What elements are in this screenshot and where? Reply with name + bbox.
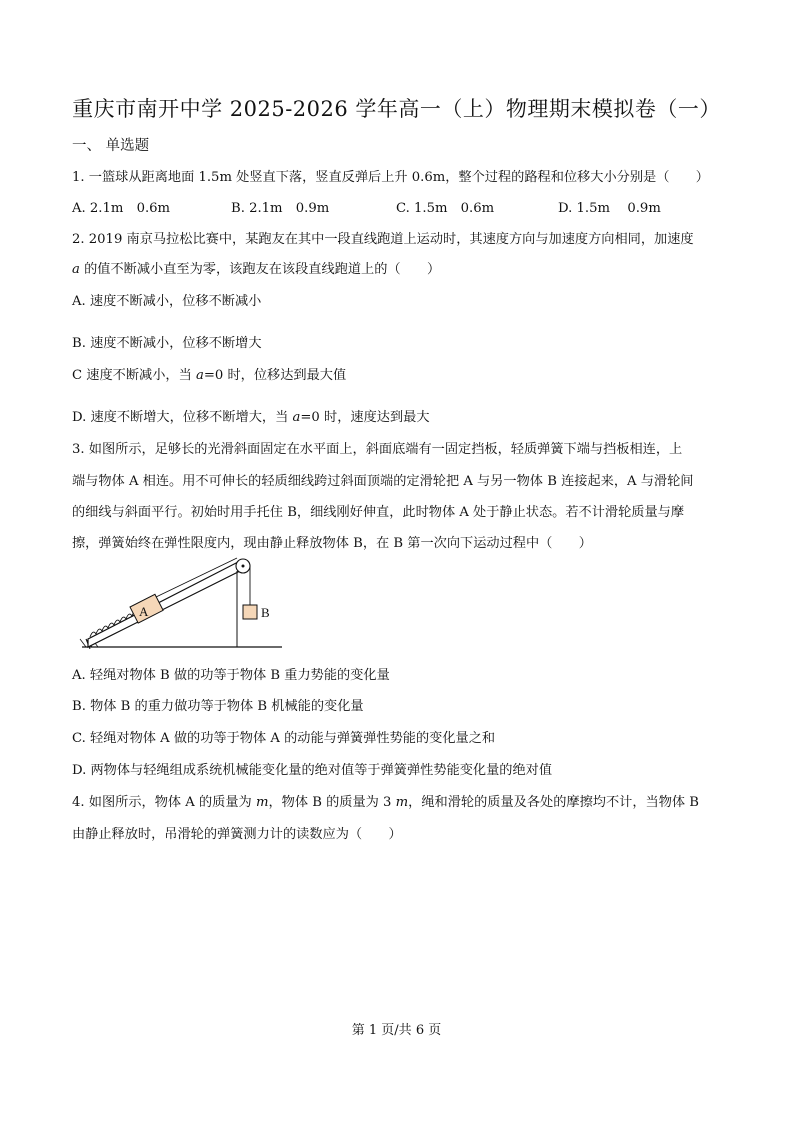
- q1-option-a: A. 2.1m 0.6m: [72, 201, 171, 216]
- q2-stem-line2: [72, 260, 722, 280]
- q2-option-c-post: =0 时，位移达到最大值: [203, 368, 347, 383]
- q3-option-c: C. 轻绳对物体 A 做的功等于物体 A 的动能与弹簧弹性势能的变化量之和: [72, 731, 496, 746]
- q4-stem-line2: 由静止释放时，吊滑轮的弹簧测力计的读数应为（ ）: [72, 827, 402, 842]
- q3-stem-line3: 的细线与斜面平行。初始时用手托住 B，细线刚好伸直，此时物体 A 处于静止状态。若不计滑轮质量与摩: [72, 505, 685, 520]
- q2-option-c-var: a: [195, 368, 204, 383]
- block-a-label: A: [139, 604, 149, 619]
- q3-stem-line2: 端与物体 A 相连。用不可伸长的轻质细线跨过斜面顶端的定滑轮把 A 与另一物体 B 连接起来，A 与滑轮间: [72, 474, 694, 489]
- q3-stem-line4: 擦，弹簧始终在弹性限度内，现由静止释放物体 B，在 B 第一次向下运动过程中（ ）: [72, 536, 592, 551]
- q2-option-d-pre: D. 速度不断增大，位移不断增大，当: [72, 410, 293, 425]
- q2-option-b: B. 速度不断减小，位移不断增大: [72, 336, 262, 351]
- q2-stem-line1: 2. 2019 南京马拉松比赛中，某跑友在其中一段直线跑道上运动时，其速度方向与加速度方向相同，加速度: [72, 232, 694, 247]
- page-footer: 第 1 页/共 6 页: [351, 1023, 442, 1038]
- q1-option-d: D. 1.5m 0.9m: [558, 201, 661, 216]
- q2-option-c: [72, 366, 722, 386]
- q4-line1-post: ，绳和滑轮的质量及各处的摩擦均不计，当物体 B: [408, 795, 699, 810]
- q4-line1-pre: 4. 如图所示，物体 A 的质量为: [72, 795, 256, 810]
- q2-option-c-pre: C 速度不断减小，当: [72, 368, 196, 383]
- block-b: [243, 605, 257, 619]
- q2-option-d-post: =0 时，速度达到最大: [300, 410, 430, 425]
- pulley-axle: [242, 565, 245, 568]
- q3-option-b: B. 物体 B 的重力做功等于物体 B 机械能的变化量: [72, 699, 364, 714]
- q4-stem-line1: [72, 793, 722, 813]
- q2-variable-a: a: [72, 262, 80, 277]
- q3-option-a: A. 轻绳对物体 B 做的功等于物体 B 重力势能的变化量: [72, 668, 390, 683]
- block-b-label: B: [261, 605, 270, 620]
- q4-line1-mid: ，物体 B 的质量为 3: [268, 795, 396, 810]
- exam-title: 重庆市南开中学 2025-2026 学年高一（上）物理期末模拟卷（一）: [72, 97, 721, 121]
- q2-option-a: A. 速度不断减小，位移不断减小: [72, 294, 262, 309]
- q2-option-d-var: a: [292, 410, 301, 425]
- q4-mass-m1: m: [255, 795, 269, 810]
- q1-stem: 1. 一篮球从距离地面 1.5m 处竖直下落，竖直反弹后上升 0.6m，整个过程的路程和位移大小分别是（ ）: [72, 170, 709, 185]
- q3-stem-line1: 3. 如图所示，足够长的光滑斜面固定在水平面上，斜面底端有一固定挡板，轻质弹簧下端与挡板相连，上: [72, 442, 683, 457]
- q1-option-b: B. 2.1m 0.9m: [231, 201, 330, 216]
- incline-pulley-diagram: [74, 553, 284, 649]
- q4-mass-m2: m: [395, 795, 409, 810]
- q1-option-c: C. 1.5m 0.6m: [396, 201, 495, 216]
- section-heading: 一、 单选题: [72, 138, 150, 154]
- q2-option-d: [72, 408, 722, 428]
- incline-surface: [88, 561, 244, 647]
- q2-stem-line2-text: 的值不断减小直至为零，该跑友在该段直线跑道上的（ ）: [79, 262, 441, 277]
- q3-option-d: D. 两物体与轻绳组成系统机械能变化量的绝对值等于弹簧弹性势能变化量的绝对值: [72, 763, 553, 778]
